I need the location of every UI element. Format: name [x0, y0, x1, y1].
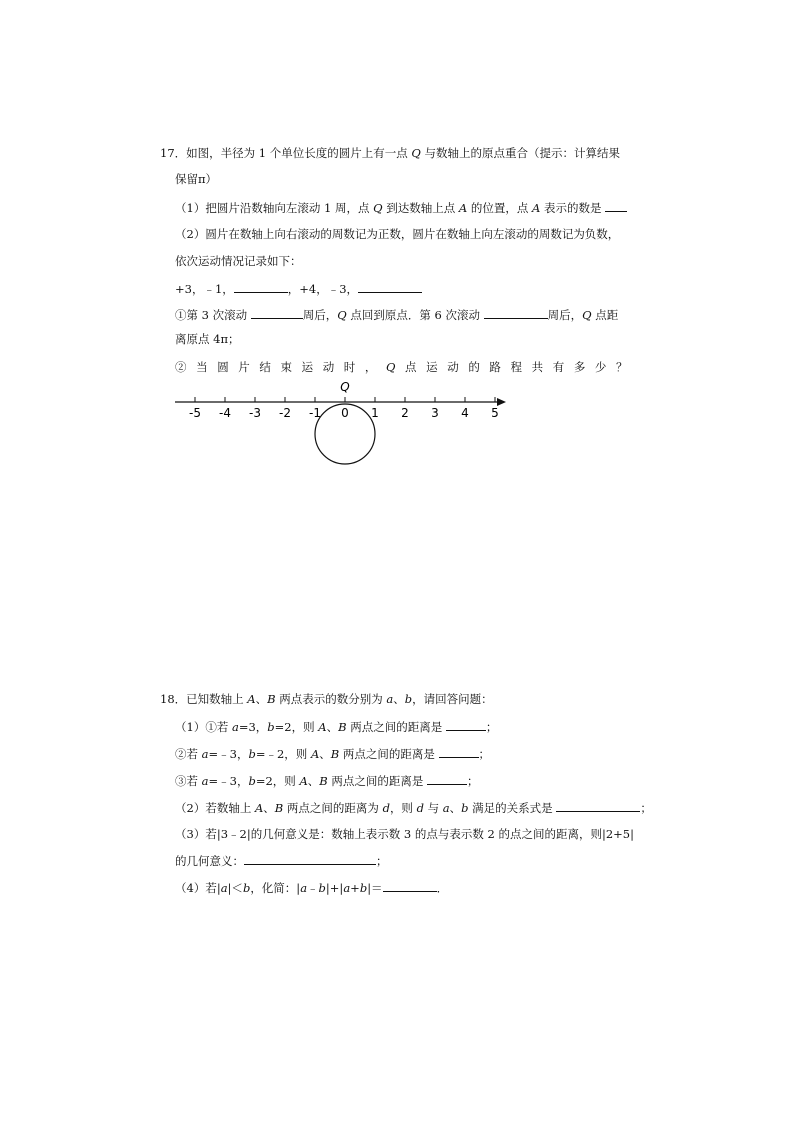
axis-tick-label: -2	[279, 406, 291, 420]
q17-line-8: 离原点 4π；	[175, 332, 240, 346]
answer-blank	[556, 799, 640, 812]
q18-line-2: （1）①若 a=3，b=2，则 A、B 两点之间的距离是 ；	[175, 720, 498, 734]
q17-line-5: 依次运动情况记录如下：	[175, 254, 302, 268]
axis-tick-label: -1	[309, 406, 321, 420]
arrow-right-icon	[497, 398, 506, 406]
q18-line-1: 18．已知数轴上 A、B 两点表示的数分别为 a、b，请回答问题：	[160, 692, 493, 706]
answer-blank	[244, 852, 376, 865]
answer-blank	[439, 745, 479, 758]
answer-blank	[251, 306, 303, 319]
axis-tick-label: -4	[219, 406, 231, 420]
tick-group	[189, 397, 499, 420]
axis-tick-label: 3	[431, 406, 439, 420]
q17-line-3: （1）把圆片沿数轴向左滚动 1 周，点 Q 到达数轴上点 A 的位置，点 A 表示的数是	[175, 199, 627, 216]
q18-line-3: ②若 a=﹣3，b=﹣2，则 A、B 两点之间的距离是 ；	[175, 747, 491, 761]
q17-line-7: ①第 3 次滚动 周后，Q 点回到原点．第 6 次滚动 周后，Q 点距	[175, 308, 619, 322]
q18-line-6: （3）若|3﹣2|的几何意义是：数轴上表示数 3 的点与表示数 2 的点之间的距离，则|2+5|	[175, 827, 634, 841]
answer-blank	[446, 718, 486, 731]
axis-tick-label: -5	[189, 406, 201, 420]
axis-tick-label: -3	[249, 406, 261, 420]
axis-tick-label: 5	[491, 406, 499, 420]
q17-line-1: 17．如图，半径为 1 个单位长度的圆片上有一点 Q 与数轴上的原点重合（提示：计算结果	[160, 146, 621, 160]
point-q-label: Q	[340, 380, 350, 394]
q17-line-4: （2）圆片在数轴上向右滚动的周数记为正数，圆片在数轴上向左滚动的周数记为负数，	[175, 227, 620, 241]
answer-blank	[605, 199, 627, 212]
q18-line-4: ③若 a=﹣3，b=2，则 A、B 两点之间的距离是 ；	[175, 774, 479, 788]
axis-tick-label: 4	[461, 406, 469, 420]
q18-line-8: （4）若|a|＜b，化简：|a﹣b|+|a+b|＝ ．	[175, 881, 449, 895]
axis-tick-label: 2	[401, 406, 409, 420]
answer-blank	[484, 306, 548, 319]
q18-line-5: （2）若数轴上 A、B 两点之间的距离为 d，则 d 与 a、b 满足的关系式是 ；	[175, 801, 652, 815]
answer-blank	[427, 772, 467, 785]
q18-line-7: 的几何意义： ；	[175, 854, 388, 868]
q17-line-9: ②当圆片结束运动时，Q点运动的路程共有多少？	[175, 360, 638, 374]
answer-blank	[234, 280, 288, 293]
q17-line-2: 保留π）	[175, 172, 218, 186]
axis-tick-label: 0	[341, 406, 349, 420]
answer-blank	[358, 280, 422, 293]
q17-line-6: +3，﹣1， ，+4，﹣3，	[175, 280, 422, 297]
number-line-figure	[170, 378, 510, 468]
answer-blank	[383, 879, 437, 892]
axis-tick-label: 1	[371, 406, 379, 420]
